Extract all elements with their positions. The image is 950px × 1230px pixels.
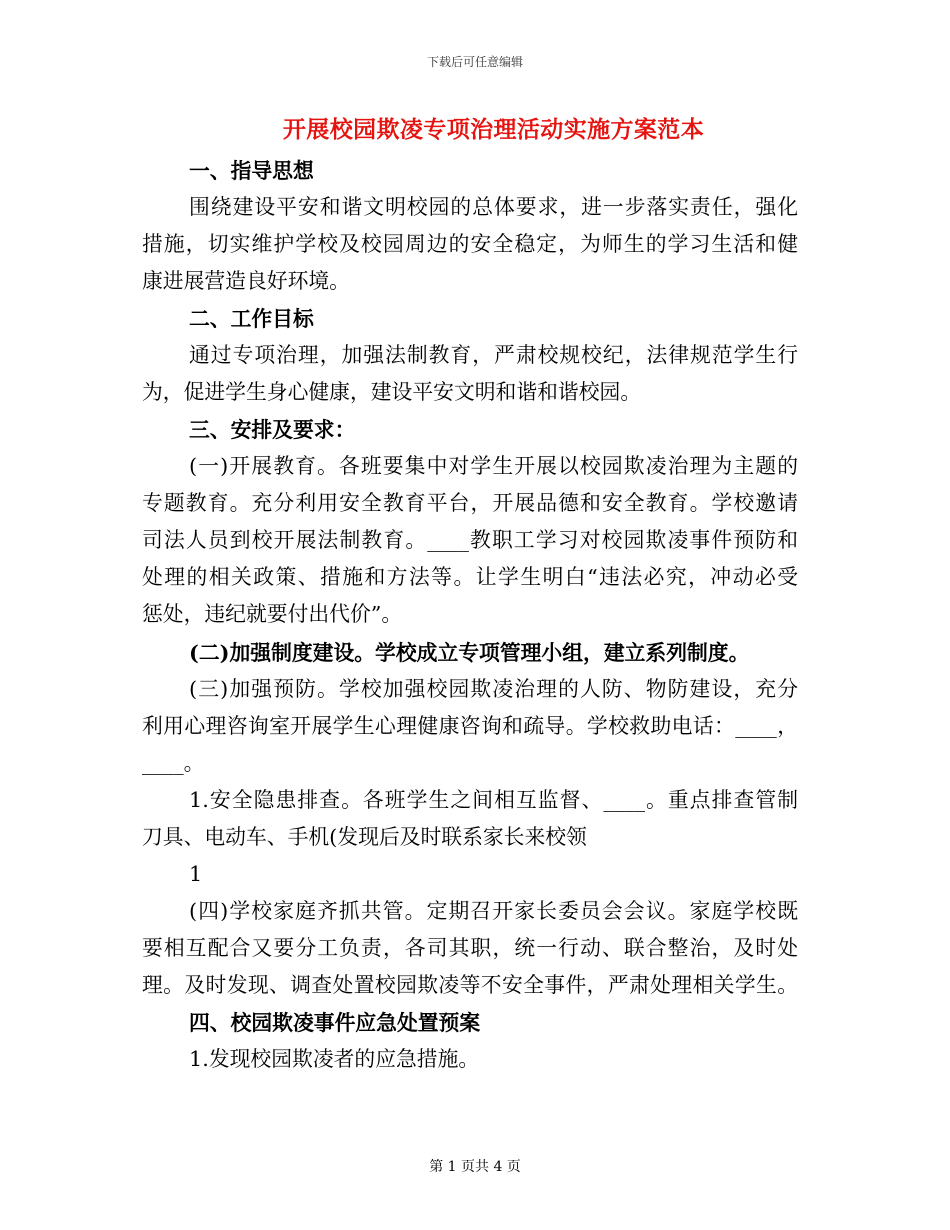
page-header-note: 下载后可任意编辑 bbox=[426, 55, 523, 69]
body-line: 刀具、电动车、手机(发现后及时联系家长来校领 bbox=[142, 824, 587, 849]
page-footer: 第 1 页共 4 页 bbox=[429, 1159, 521, 1175]
body-line: 惩处，违纪就要付出代价”。 bbox=[142, 602, 403, 627]
body-line: (四)学校家庭齐抓共管。定期召开家长委员会会议。家庭学校既 bbox=[189, 899, 798, 924]
body-line: 措施，切实维护学校及校园周边的安全稳定，为师生的学习生活和健 bbox=[142, 231, 798, 256]
section-heading: 三、安排及要求： bbox=[189, 417, 356, 443]
body-line: 处理的相关政策、措施和方法等。让学生明白“违法必究，冲动必受 bbox=[142, 565, 798, 590]
inline-page-number: 1 bbox=[189, 861, 203, 886]
body-line: 通过专项治理，加强法制教育，严肃校规校纪，法律规范学生行 bbox=[189, 342, 798, 367]
body-line: 要相互配合又要分工负责，各司其职，统一行动、联合整治，及时处 bbox=[142, 936, 798, 961]
body-line: (三)加强预防。学校加强校园欺凌治理的人防、物防建设，充分 bbox=[189, 676, 798, 701]
body-line: 为，促进学生身心健康，建设平安文明和谐和谐校园。 bbox=[142, 379, 642, 404]
body-line: ____。 bbox=[142, 750, 205, 775]
body-line: 1.发现校园欺凌者的应急措施。 bbox=[189, 1047, 480, 1072]
section-heading: 二、工作目标 bbox=[189, 305, 314, 331]
section-heading: 四、校园欺凌事件应急处置预案 bbox=[189, 1010, 481, 1036]
document-title: 开展校园欺凌专项治理活动实施方案范本 bbox=[282, 116, 705, 143]
body-line: 围绕建设平安和谐文明校园的总体要求，进一步落实责任，强化 bbox=[189, 194, 798, 219]
subsection-heading: (二)加强制度建设。学校成立专项管理小组，建立系列制度。 bbox=[189, 639, 750, 665]
body-line: 1.安全隐患排查。各班学生之间相互监督、____。重点排查管制 bbox=[189, 787, 798, 812]
body-line: 利用心理咨询室开展学生心理健康咨询和疏导。学校救助电话：____， bbox=[142, 713, 798, 738]
body-line: 理。及时发现、调查处置校园欺凌等不安全事件，严肃处理相关学生。 bbox=[142, 973, 798, 998]
body-line: 专题教育。充分利用安全教育平台，开展品德和安全教育。学校邀请 bbox=[142, 491, 798, 516]
body-line: 康进展营造良好环境。 bbox=[142, 268, 350, 293]
body-line: (一)开展教育。各班要集中对学生开展以校园欺凌治理为主题的 bbox=[189, 454, 798, 479]
document-body bbox=[142, 152, 798, 1079]
body-line: 司法人员到校开展法制教育。____教职工学习对校园欺凌事件预防和 bbox=[142, 528, 798, 553]
section-heading: 一、指导思想 bbox=[189, 157, 314, 183]
